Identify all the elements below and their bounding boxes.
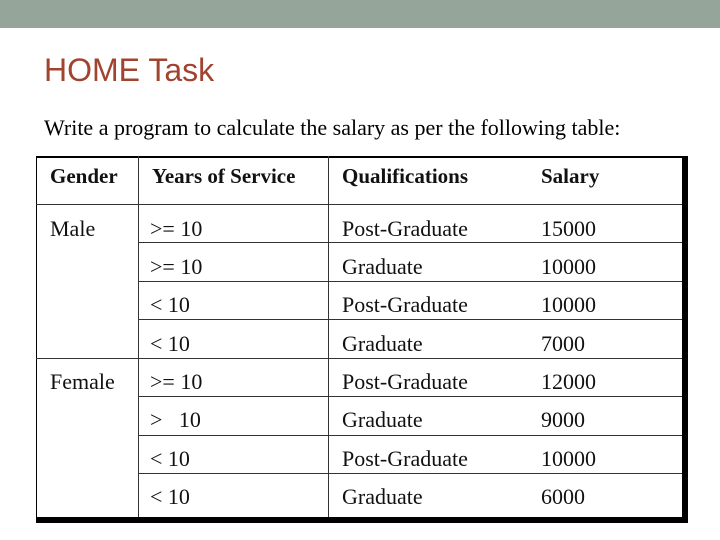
row-divider: [138, 319, 682, 320]
cell-qualification: Post-Graduate: [342, 216, 468, 241]
header-years-of-service: Years of Service: [152, 164, 296, 188]
cell-salary: 12000: [541, 369, 596, 394]
table-left-border: [36, 156, 37, 517]
cell-salary: 10000: [541, 292, 596, 317]
row-divider: [138, 396, 682, 397]
cell-years: >= 10: [150, 369, 203, 394]
cell-qualification: Graduate: [342, 407, 423, 432]
cell-years: < 10: [150, 331, 190, 356]
cell-salary: 9000: [541, 407, 585, 432]
slide-title: HOME Task: [44, 52, 215, 88]
cell-years: >= 10: [150, 254, 203, 279]
cell-qualification: Post-Graduate: [342, 292, 468, 317]
cell-years: < 10: [150, 292, 190, 317]
column-divider: [138, 156, 139, 517]
table-top-border: [36, 156, 682, 158]
cell-qualification: Graduate: [342, 331, 423, 356]
header-gender: Gender: [50, 164, 118, 188]
cell-years: < 10: [150, 446, 190, 471]
header-qualifications: Qualifications: [342, 164, 469, 188]
gender-group-divider: [36, 358, 682, 359]
cell-qualification: Post-Graduate: [342, 369, 468, 394]
cell-salary: 10000: [541, 446, 596, 471]
cell-salary: 7000: [541, 331, 585, 356]
top-accent-bar: [0, 0, 720, 28]
column-divider: [328, 156, 329, 517]
cell-salary: 10000: [541, 254, 596, 279]
cell-salary: 6000: [541, 484, 585, 509]
row-divider: [138, 281, 682, 282]
header-divider: [36, 204, 682, 205]
cell-years: > 10: [150, 407, 201, 432]
cell-years: >= 10: [150, 216, 203, 241]
row-divider: [138, 435, 682, 436]
cell-qualification: Graduate: [342, 254, 423, 279]
row-divider: [138, 473, 682, 474]
salary-table: [36, 156, 688, 523]
cell-salary: 15000: [541, 216, 596, 241]
cell-gender: Female: [50, 369, 115, 394]
header-salary: Salary: [541, 164, 600, 188]
cell-qualification: Post-Graduate: [342, 446, 468, 471]
cell-qualification: Graduate: [342, 484, 423, 509]
cell-gender: Male: [50, 216, 96, 241]
task-instruction: Write a program to calculate the salary as per the following table:: [44, 115, 621, 140]
cell-years: < 10: [150, 484, 190, 509]
